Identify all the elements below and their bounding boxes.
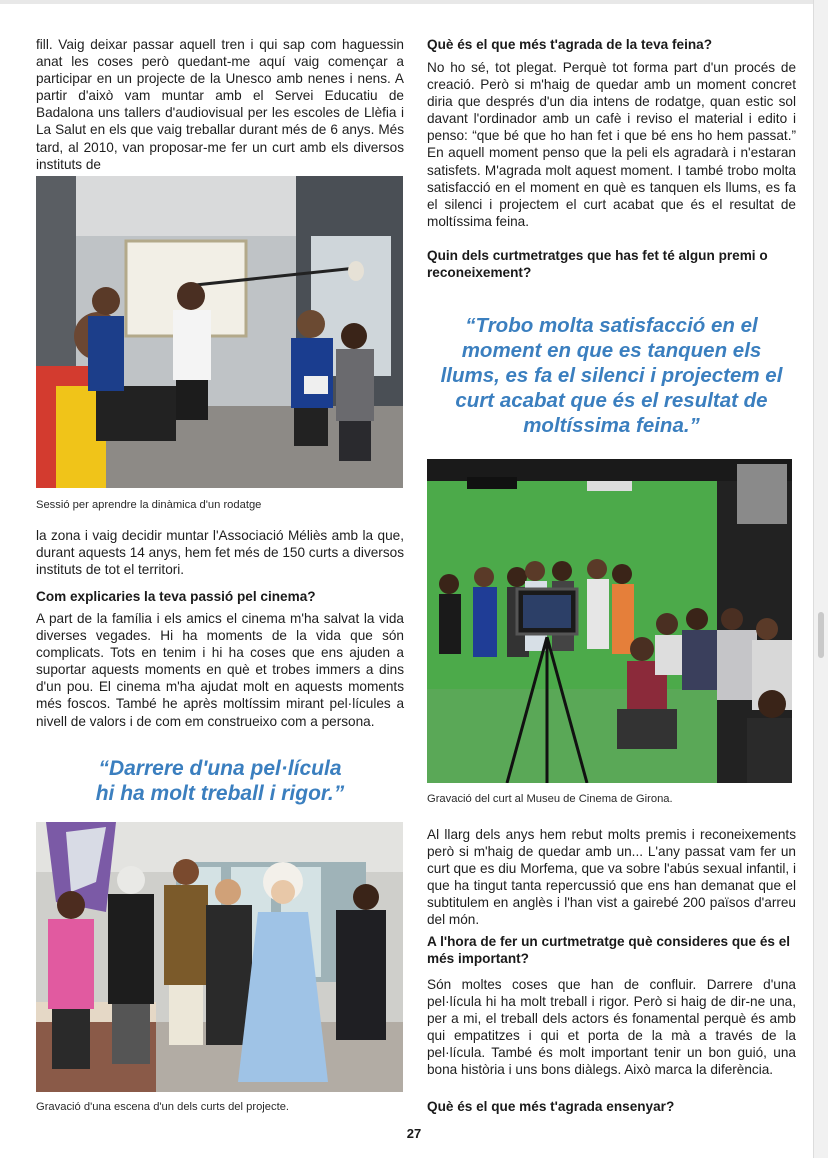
question-awards: Quin dels curtmetratges que has fet té algun premi o reconeixement? (427, 248, 768, 281)
scrollbar-thumb[interactable] (818, 612, 824, 658)
photo-green-screen-studio (427, 459, 792, 783)
answer-passion: A part de la família i els amics el cinema m'ha salvat la vida diverses vegades. Hi ha moments de la vida que són complicats. Tots en tenim i hi ha coses que ens ajuden a suportar aquests moments en què et trobes immers a dins d'un pou. El cinema m'ha ajudat molt en aquests moments més foscos. També he après moltíssim mirant pel·lícules a nivell de valors i de com em construeixo com a persona. (36, 611, 404, 729)
pull-quote-satisfaction-line-2: moment en que es tanquen els (461, 339, 762, 362)
photo-rehearsal-caption: Sessió per aprendre la dinàmica d'un rodatge (36, 499, 262, 511)
answer-awards: Al llarg dels anys hem rebut molts premis i reconeixements però si m'haig de quedar amb un... L'any passat vam fer un curt que es diu Morfema, que va sobre l'abús sexual infantil, i que ha tingut tanta repercussió que ens han demanat que el subtitulem en anglès i l'han vist a gairebé 200 països d'arreu del món. (427, 827, 796, 928)
question-most-important: A l'hora de fer un curtmetratge què consideres que és el més important? (427, 934, 791, 967)
pull-quote-satisfaction-line-4: curt acabat que és el resultat de (455, 389, 768, 412)
photo-green-screen-caption: Gravació del curt al Museu de Cinema de Girona. (427, 793, 673, 805)
pull-quote-satisfaction-line-5: moltíssima feina.” (523, 414, 700, 437)
photo-rehearsal-session (36, 176, 403, 488)
question-passion: Com explicaries la teva passió pel cinema? (36, 589, 316, 604)
question-favourite-part: Què és el que més t'agrada de la teva feina? (427, 37, 713, 52)
page-number: 27 (406, 1126, 422, 1141)
pull-quote-rigor (36, 756, 404, 806)
pull-quote-satisfaction-line-3: llums, es fa el silenci i projectem el (440, 364, 783, 387)
answer-favourite-part: No ho sé, tot plegat. Perquè tot forma part d'un procés de creació. Però si m'haig de quedar amb un moment concret diria que després d'un dia intens de rodatge, quan estic sol davant l'ordinador amb un cafè i reviso el material i edito i penso: “que bé que ho han fet i que bé ens ho hem passat.” En aquell moment penso que la peli els agradarà i n'estaran satisfets. M'agrada molt aquest moment. I també trobo molta satisfacció en el moment en què es tanquen els llums, es fa el silenci i projectem el curt acabat que és el resultat de moltíssima feina. (427, 60, 796, 229)
viewer-scrollbar[interactable] (813, 0, 828, 1158)
pull-quote-satisfaction-line-1: “Trobo molta satisfacció en el (465, 314, 758, 337)
answer-most-important: Són moltes coses que han de confluir. Darrere d'una pel·lícula hi ha molt treball i rigor. Però si haig de dir-ne una, per a mi, el treball dels actors és fonamental perquè és amb qui empatitzes i qui et porta de la mà a través de la pel·lícula. També és molt important tenir un bon guió, una bona història i uns bons diàlegs. Això marca la diferència. (427, 977, 796, 1078)
question-teaching: Què és el que més t'agrada ensenyar? (427, 1099, 675, 1114)
pull-quote-rigor-line-2: hi ha molt treball i rigor.” (95, 782, 345, 805)
intro-paragraph: fill. Vaig deixar passar aquell tren i qui sap com haguessin anat les coses però quedant-me aquí vaig començar a participar en un projecte de la Unesco amb nenes i nens. A partir d'això vam muntar amb el Servei Educatiu de Badalona uns tallers d'audiovisual per les escoles de Llèfia i La Salut en els que vaig treballar durant més de 6 anys. Més tard, al 2010, van proposar-me fer un curt amb els diversos instituts de (36, 37, 404, 172)
association-paragraph: la zona i vaig decidir muntar l'Associació Méliès amb la que, durant aquests 14 anys, hem fet més de 150 curts a diversos instituts de tot el territori. (36, 528, 404, 578)
pull-quote-satisfaction (427, 313, 796, 438)
photo-scene-recording (36, 822, 403, 1092)
photo-scene-caption: Gravació d'una escena d'un dels curts del projecte. (36, 1101, 290, 1113)
viewer-top-edge (0, 0, 828, 4)
pull-quote-rigor-line-1: “Darrere d'una pel·lícula (98, 757, 342, 780)
